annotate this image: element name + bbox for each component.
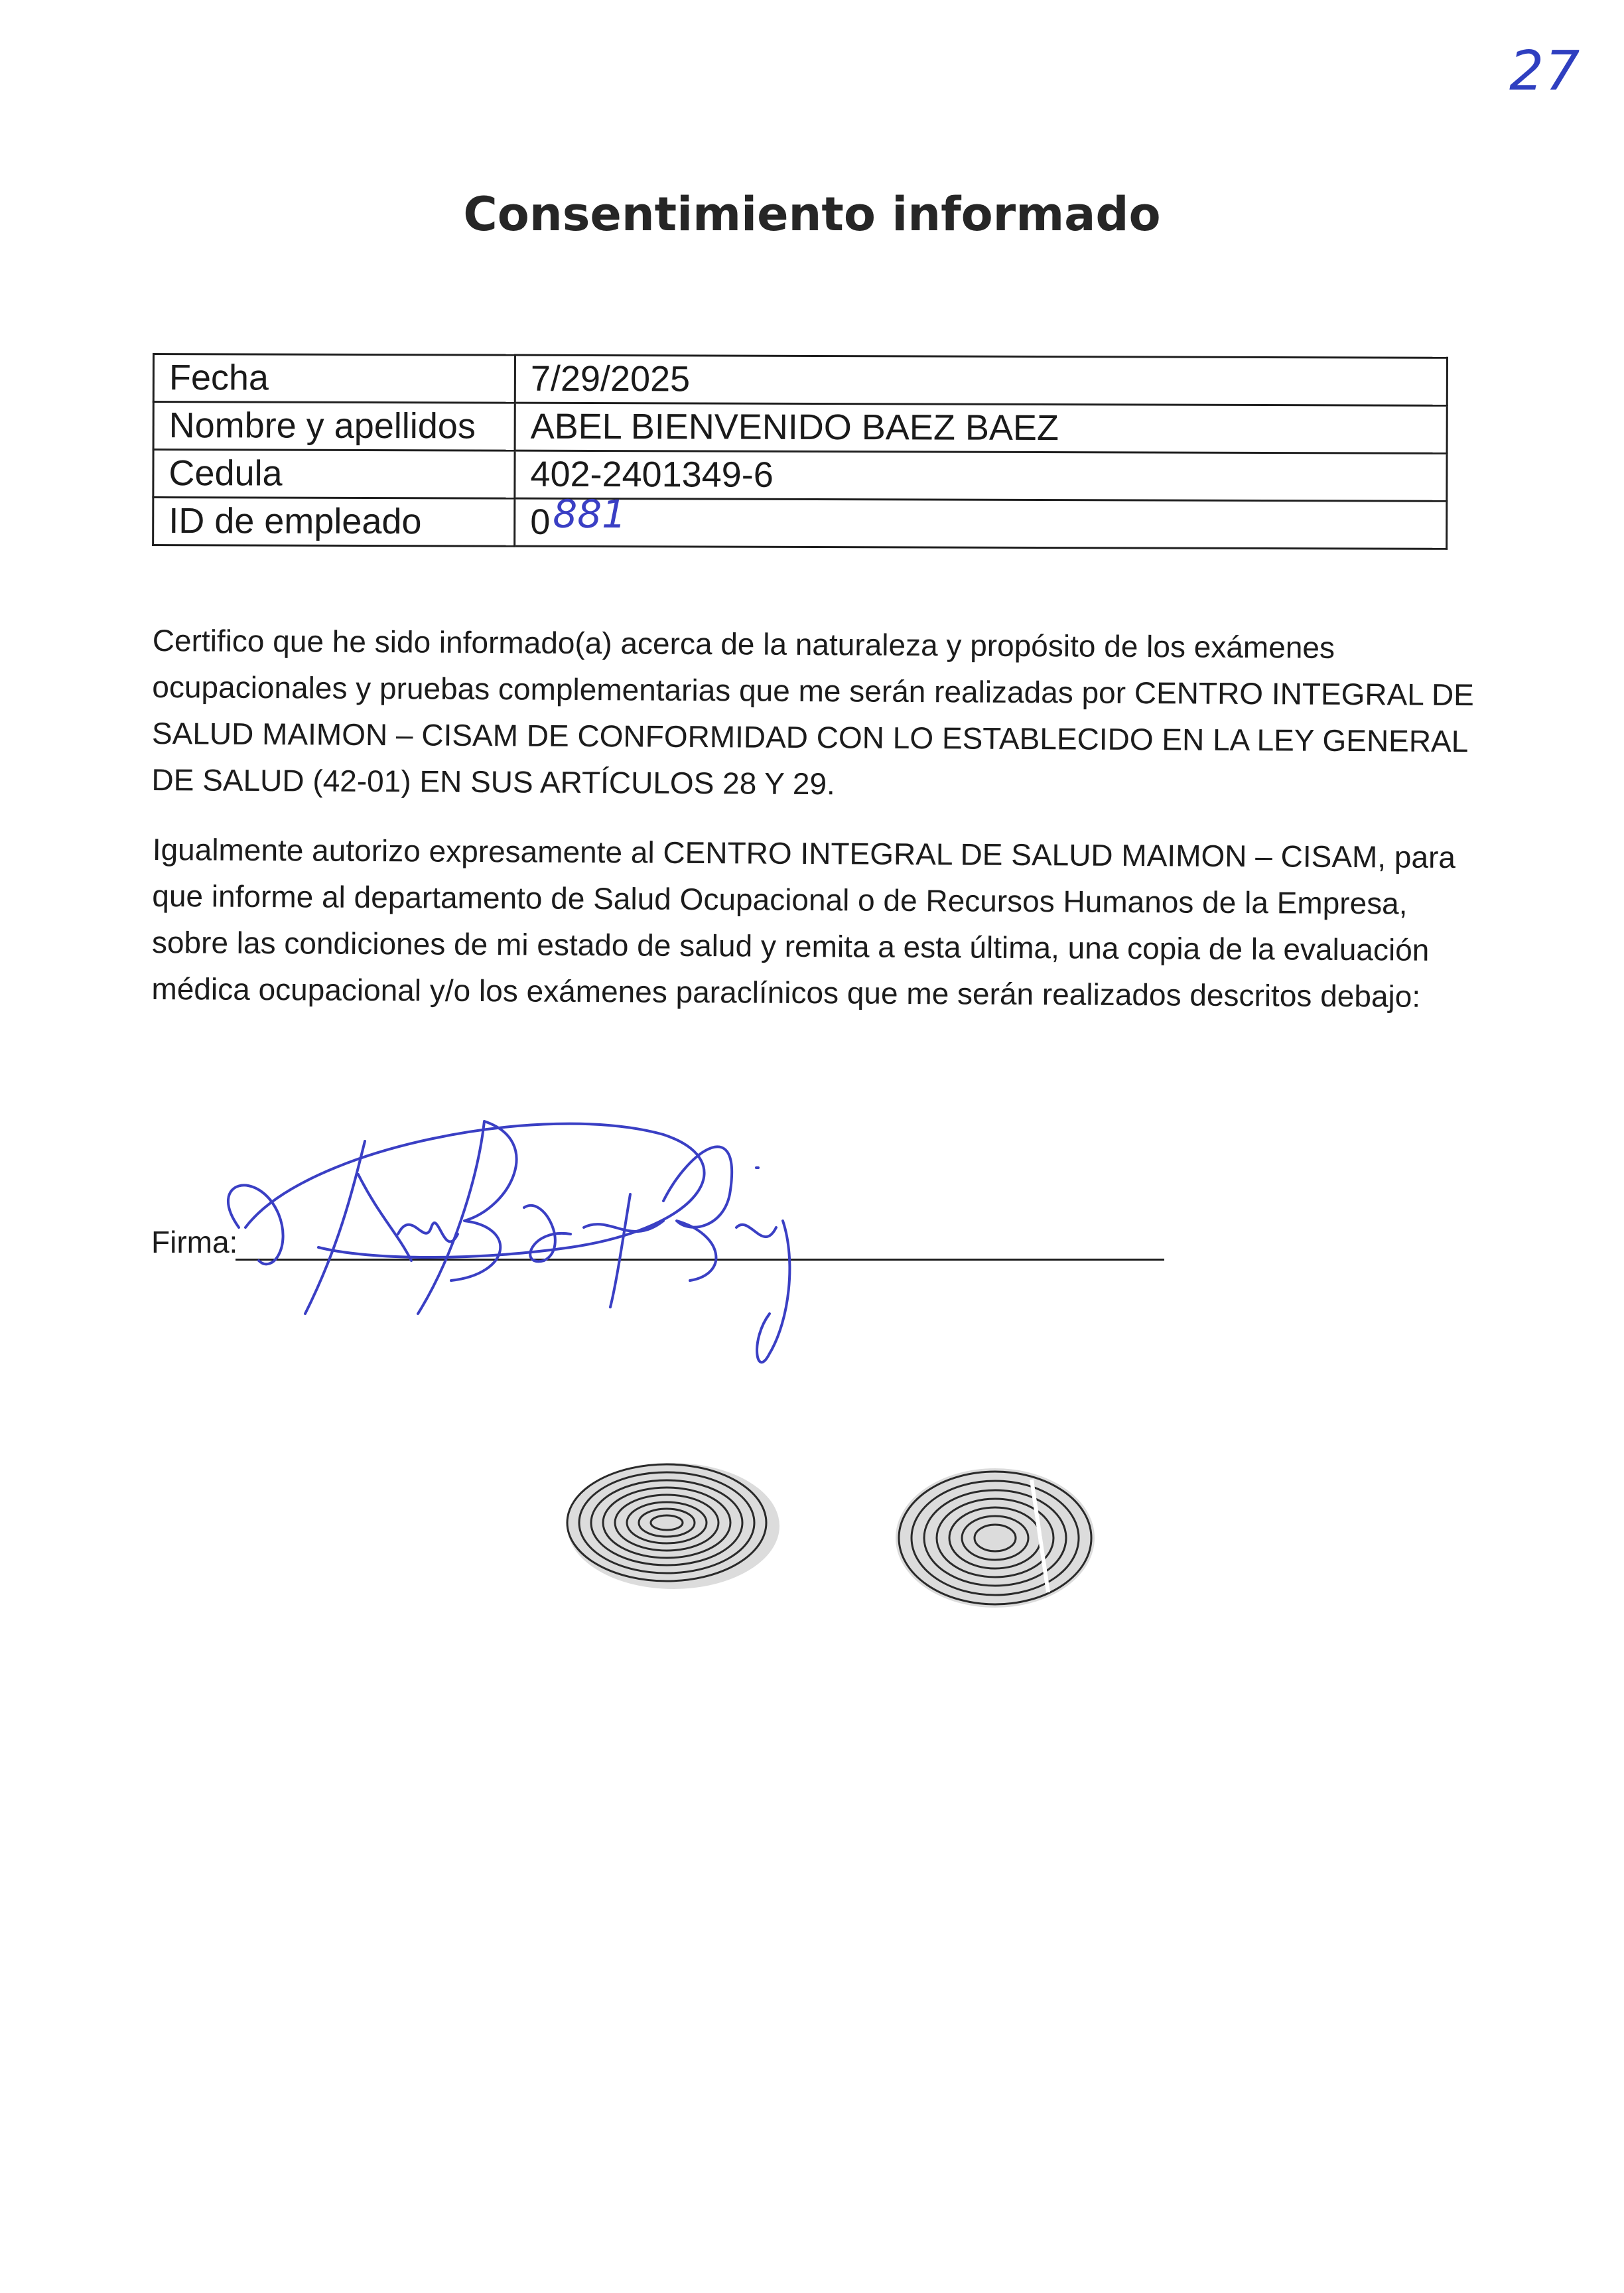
- firma-label: Firma:: [151, 1225, 238, 1259]
- fingerprint-right-icon: [889, 1460, 1101, 1616]
- page-number: [1509, 40, 1589, 113]
- signature-icon: [199, 1062, 829, 1393]
- table-row-nombre: [153, 402, 1447, 454]
- paragraph-autorizo: Igualmente autorizo expresamente al CENTRO INTEGRAL DE SALUD MAIMON – CISAM, para que informe al departamento de Salud Ocupacional o de Recursos Humanos de la Empresa, sobre las condiciones de mi estado de salud y remita a esta última, una copia de la evaluación médica ocupacional y/o los exámenes paraclínicos que me serán realizados descritos debajo:: [151, 831, 1456, 1014]
- cedula-value: 402-2401349-6: [515, 451, 1447, 501]
- id-empleado-label: ID de empleado: [153, 498, 515, 547]
- nombre-label: Nombre y apellidos: [153, 402, 515, 451]
- id-empleado-value-wrap: [530, 491, 627, 545]
- fingerprint-left-icon: [561, 1453, 786, 1599]
- fecha-label: Fecha: [153, 354, 515, 403]
- id-empleado-printed: 0: [530, 502, 551, 542]
- table-row-fecha: [153, 354, 1447, 406]
- id-empleado-value: [515, 491, 1447, 549]
- nombre-value: ABEL BIENVENIDO BAEZ BAEZ: [515, 403, 1447, 453]
- page-title: Consentimiento informado: [463, 187, 1161, 242]
- info-table: [152, 353, 1448, 550]
- table-row-id-empleado: [153, 498, 1447, 549]
- cedula-label: Cedula: [153, 450, 515, 499]
- paragraph-certifico: Certifico que he sido informado(a) acerca de la naturaleza y propósito de los exámenes ocupacionales y pruebas complementarias que me serán realizadas por CENTRO INTEGRAL DE SALUD MAIMON – CISAM DE CONFORMIDAD CON LO ESTABLECIDO EN LA LEY GENERAL DE SALUD (42-01) EN SUS ARTÍCULOS 28 Y 29.: [151, 622, 1474, 801]
- fecha-value: 7/29/2025: [515, 355, 1447, 405]
- id-empleado-handwritten: 881: [553, 491, 627, 537]
- page-number-text: 27: [1509, 40, 1582, 103]
- table-row-cedula: [153, 450, 1447, 502]
